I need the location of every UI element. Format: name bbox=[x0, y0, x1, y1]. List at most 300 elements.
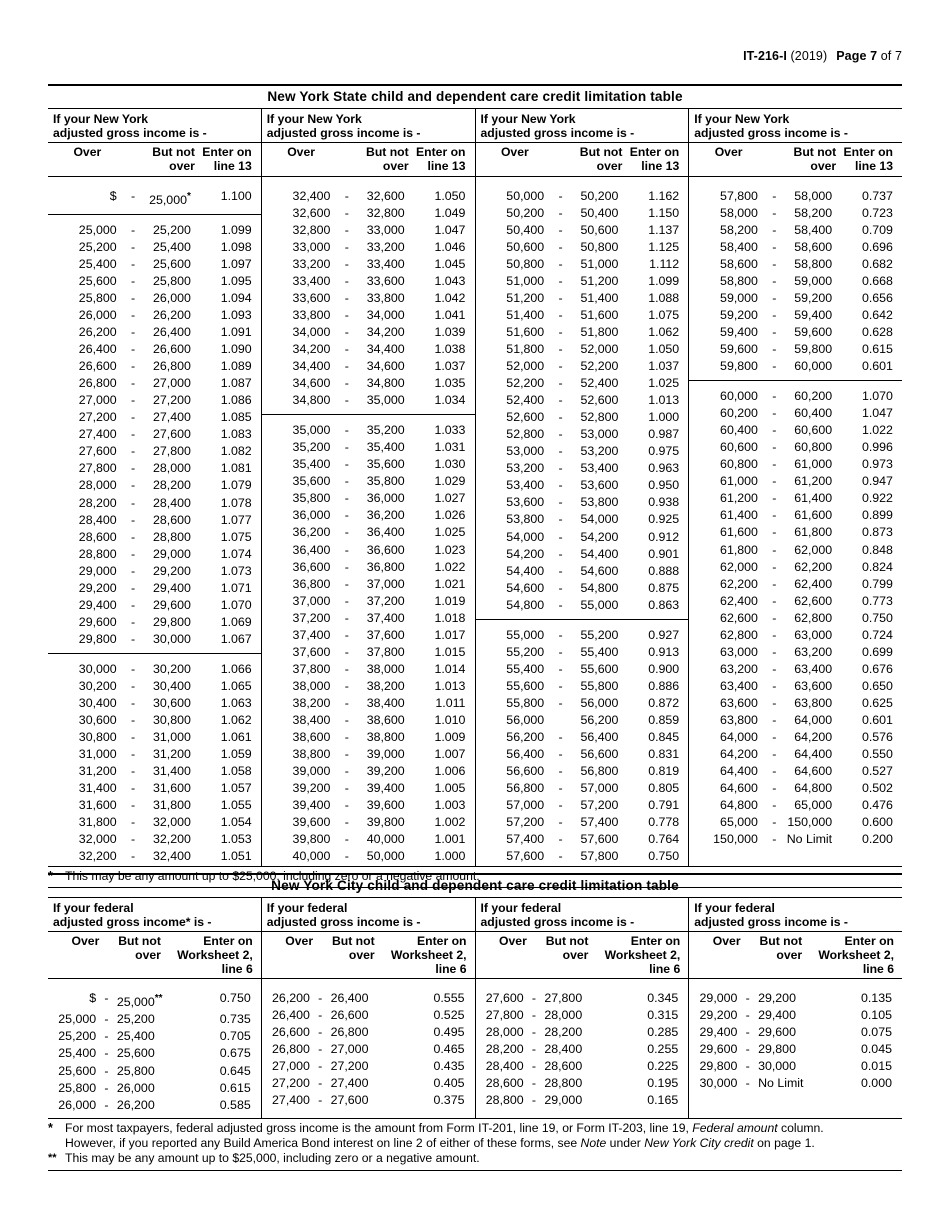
row-over-value: 30,000 bbox=[699, 1076, 738, 1091]
row-range-dash: - bbox=[131, 597, 136, 612]
row-enter-value: 0.200 bbox=[861, 832, 893, 847]
row-but-not-over-value: 31,000 bbox=[152, 730, 191, 745]
row-over-value: 29,400 bbox=[78, 597, 117, 612]
row-enter-value: 1.037 bbox=[434, 359, 466, 374]
row-over-value: 27,000 bbox=[78, 393, 117, 408]
row-over-value: 27,400 bbox=[272, 1093, 310, 1108]
city-table-column-1 bbox=[48, 979, 261, 1117]
row-over-value: 61,000 bbox=[720, 474, 758, 489]
row-range-dash: - bbox=[131, 342, 136, 357]
row-range-dash: - bbox=[131, 781, 136, 796]
city-footnote-1 bbox=[48, 1121, 902, 1136]
row-range-dash: - bbox=[131, 290, 136, 305]
row-range-dash: - bbox=[558, 478, 563, 493]
row-but-not-over-value: 25,400 bbox=[152, 239, 191, 254]
row-range-dash: - bbox=[318, 991, 323, 1006]
row-enter-value: 0.819 bbox=[648, 764, 680, 779]
subheader-but-not-over bbox=[531, 935, 591, 976]
row-enter-value: 1.001 bbox=[434, 832, 466, 847]
row-over-value: 57,600 bbox=[506, 849, 545, 864]
row-over-value: 56,600 bbox=[506, 764, 545, 779]
subheader-but-not-line2: over bbox=[596, 159, 623, 173]
row-over-value: 55,200 bbox=[506, 644, 545, 659]
row-range-dash: - bbox=[745, 1008, 750, 1023]
row-enter-value: 0.615 bbox=[219, 1080, 251, 1095]
row-range-dash: - bbox=[344, 695, 349, 710]
row-range-dash: - bbox=[131, 393, 136, 408]
row-over-value: 61,200 bbox=[720, 491, 758, 506]
row-but-not-over-value: 57,200 bbox=[580, 798, 619, 813]
row-over-value: 25,000 bbox=[58, 1012, 97, 1027]
row-range-dash: - bbox=[104, 1046, 109, 1061]
row-enter-value: 0.723 bbox=[861, 205, 893, 220]
row-enter-value: 0.555 bbox=[433, 991, 465, 1006]
row-but-not-over-value: 62,600 bbox=[794, 593, 833, 608]
row-range-dash: - bbox=[772, 474, 777, 489]
table-row bbox=[476, 644, 689, 661]
row-range-dash: - bbox=[558, 730, 563, 745]
row-range-dash: - bbox=[745, 1059, 750, 1074]
table-row bbox=[262, 1007, 475, 1024]
table-row bbox=[476, 477, 689, 494]
row-but-not-over-value: 58,800 bbox=[794, 256, 833, 271]
state-table-title: New York State child and dependent care credit limitation table bbox=[267, 89, 683, 104]
row-range-dash: - bbox=[745, 1042, 750, 1057]
header-line-1: If your New York bbox=[480, 112, 576, 126]
row-but-not-over-value: 51,400 bbox=[580, 290, 619, 305]
row-but-not-over-value: 36,800 bbox=[366, 559, 405, 574]
row-range-dash: - bbox=[772, 610, 777, 625]
row-but-not-over-value: 35,400 bbox=[366, 440, 405, 455]
row-enter-value: 0.925 bbox=[648, 512, 680, 527]
row-but-not-over-value: 53,600 bbox=[580, 478, 619, 493]
row-over-value: 34,400 bbox=[292, 359, 331, 374]
footnote-star-marker: * bbox=[186, 190, 191, 202]
row-over-value: 55,600 bbox=[506, 678, 545, 693]
row-group bbox=[48, 653, 261, 866]
row-enter-value: 0.675 bbox=[219, 1046, 251, 1061]
row-over-value: 26,000 bbox=[78, 308, 117, 322]
row-over-value: 55,800 bbox=[506, 695, 545, 710]
row-enter-value: 0.642 bbox=[861, 307, 893, 322]
row-over-value: 50,200 bbox=[506, 205, 545, 220]
row-enter-value: 0.696 bbox=[861, 239, 893, 254]
city-footnote-credit-italic: New York City credit bbox=[644, 1136, 754, 1151]
table-row bbox=[48, 746, 261, 763]
row-enter-value: 1.137 bbox=[648, 222, 680, 237]
row-but-not-over-value: 55,200 bbox=[580, 627, 619, 642]
row-over-value: 52,400 bbox=[506, 393, 545, 408]
row-range-dash: - bbox=[104, 991, 109, 1006]
row-but-not-over-value: 63,800 bbox=[794, 695, 833, 710]
row-range-dash: - bbox=[772, 764, 777, 779]
row-range-dash: - bbox=[344, 661, 349, 676]
row-but-not-over-value: 36,200 bbox=[366, 508, 405, 523]
row-but-not-over-value: 26,400 bbox=[152, 325, 191, 340]
row-range-dash: - bbox=[344, 747, 349, 762]
row-enter-value: 0.015 bbox=[860, 1059, 892, 1074]
row-over-value: 39,600 bbox=[292, 815, 331, 830]
row-over-value: 33,600 bbox=[292, 290, 331, 305]
row-but-not-over-value: 50,000 bbox=[366, 849, 405, 864]
row-enter-value: 1.014 bbox=[434, 661, 466, 676]
row-but-not-over-value: No Limit bbox=[758, 1076, 804, 1091]
row-range-dash: - bbox=[344, 474, 349, 489]
row-range-dash: - bbox=[772, 678, 777, 693]
row-over-value: 54,600 bbox=[506, 580, 545, 595]
subheader-but-not-line2: over bbox=[135, 948, 161, 962]
row-enter-value: 1.030 bbox=[434, 457, 466, 472]
footnote-star-marker: ** bbox=[154, 993, 163, 1005]
table-row bbox=[476, 1024, 689, 1041]
row-enter-value: 0.845 bbox=[648, 730, 680, 745]
table-row bbox=[48, 797, 261, 814]
table-row bbox=[262, 307, 475, 324]
row-but-not-over-value: 34,000 bbox=[366, 307, 405, 322]
row-range-dash: - bbox=[772, 542, 777, 557]
row-but-not-over-value: 29,800 bbox=[152, 614, 191, 629]
row-but-not-over-value: 27,800 bbox=[544, 991, 583, 1006]
row-range-dash: - bbox=[772, 307, 777, 322]
state-footnote-text: This may be any amount up to $25,000, including zero or a negative amount. bbox=[65, 868, 480, 883]
table-row bbox=[262, 610, 475, 627]
row-over-value: 55,400 bbox=[506, 661, 545, 676]
row-but-not-over-value: 57,000 bbox=[580, 781, 619, 796]
row-enter-value: 0.375 bbox=[433, 1093, 465, 1108]
table-row bbox=[48, 477, 261, 494]
row-enter-value: 1.000 bbox=[648, 410, 680, 425]
table-row bbox=[476, 797, 689, 814]
table-row bbox=[262, 439, 475, 456]
row-enter-value: 1.049 bbox=[434, 205, 466, 220]
row-enter-value: 0.900 bbox=[648, 661, 680, 676]
table-row bbox=[48, 495, 261, 512]
subheader-but-not-line1: But not bbox=[759, 934, 803, 949]
row-enter-value: 1.013 bbox=[434, 678, 466, 693]
row-range-dash: - bbox=[131, 764, 136, 779]
table-row bbox=[689, 490, 902, 507]
city-table-column-4 bbox=[688, 979, 902, 1117]
row-but-not-over-value: 31,600 bbox=[152, 781, 191, 796]
row-group bbox=[476, 188, 689, 619]
table-row bbox=[262, 576, 475, 593]
row-enter-value: 1.047 bbox=[861, 406, 893, 421]
table-row bbox=[689, 695, 902, 712]
row-but-not-over-value: 25,200 bbox=[116, 1012, 155, 1027]
row-enter-value: 0.435 bbox=[433, 1059, 465, 1074]
row-enter-value: 1.069 bbox=[220, 614, 252, 629]
table-row bbox=[689, 712, 902, 729]
row-enter-value: 0.737 bbox=[861, 188, 893, 203]
row-over-value: 35,800 bbox=[292, 491, 331, 506]
row-over-value: 29,800 bbox=[699, 1059, 738, 1074]
row-enter-value: 0.750 bbox=[219, 991, 251, 1006]
row-range-dash: - bbox=[745, 991, 750, 1006]
row-range-dash: - bbox=[772, 576, 777, 591]
row-enter-value: 1.043 bbox=[434, 273, 466, 288]
row-enter-value: 0.805 bbox=[648, 781, 680, 796]
row-range-dash: - bbox=[772, 273, 777, 288]
row-range-dash: - bbox=[558, 747, 563, 762]
row-enter-value: 1.018 bbox=[434, 610, 466, 625]
row-range-dash: - bbox=[131, 713, 136, 728]
city-subheader-1 bbox=[48, 932, 261, 978]
row-but-not-over-value: 29,800 bbox=[758, 1042, 796, 1057]
row-but-not-over-value: 58,000 bbox=[794, 188, 833, 203]
row-enter-value: 1.022 bbox=[434, 559, 466, 574]
row-enter-value: 1.050 bbox=[648, 342, 680, 357]
row-over-value: 27,800 bbox=[485, 1008, 524, 1023]
row-over-value: 29,200 bbox=[78, 580, 117, 595]
row-over-value: 25,400 bbox=[78, 256, 117, 271]
row-range-dash: - bbox=[344, 525, 349, 540]
table-row bbox=[48, 358, 261, 375]
row-range-dash: - bbox=[318, 1042, 323, 1057]
table-row bbox=[689, 239, 902, 256]
row-over-value: 33,400 bbox=[292, 273, 331, 288]
row-over-value: 51,200 bbox=[506, 290, 545, 305]
row-enter-value: 0.502 bbox=[861, 781, 893, 796]
city-table-block bbox=[48, 873, 902, 1171]
row-over-value: 64,000 bbox=[720, 730, 758, 745]
table-row bbox=[689, 763, 902, 780]
row-enter-value: 1.066 bbox=[220, 661, 252, 676]
subheader-enter-line3: line 6 bbox=[221, 961, 253, 976]
row-over-value: 39,000 bbox=[292, 764, 331, 779]
row-range-dash: - bbox=[772, 457, 777, 472]
column-top-spacer bbox=[48, 979, 261, 990]
row-range-dash: - bbox=[131, 410, 136, 425]
table-row bbox=[262, 542, 475, 559]
row-over-value: 54,200 bbox=[506, 546, 545, 561]
row-over-value: 51,400 bbox=[506, 307, 545, 322]
row-range-dash: - bbox=[344, 491, 349, 506]
row-enter-value: 0.824 bbox=[861, 559, 893, 574]
table-row bbox=[476, 661, 689, 678]
row-but-not-over-value: 28,400 bbox=[544, 1042, 583, 1057]
table-row bbox=[476, 814, 689, 831]
row-over-value: 38,400 bbox=[292, 713, 331, 727]
row-over-value: 51,800 bbox=[506, 342, 545, 357]
row-over-value: 56,800 bbox=[506, 781, 545, 796]
row-over-value: 36,600 bbox=[292, 559, 331, 574]
table-row bbox=[689, 524, 902, 541]
row-but-not-over-value: 56,600 bbox=[580, 747, 619, 762]
row-but-not-over-value: 26,800 bbox=[152, 359, 191, 374]
row-over-value: 30,000 bbox=[78, 661, 117, 676]
row-enter-value: 0.888 bbox=[648, 563, 680, 578]
table-row bbox=[689, 1075, 902, 1092]
row-but-not-over-value: 54,000 bbox=[580, 512, 619, 527]
row-range-dash: - bbox=[131, 325, 136, 340]
table-row bbox=[476, 341, 689, 358]
row-but-not-over-value: 26,200 bbox=[152, 308, 191, 322]
row-enter-value: 0.465 bbox=[433, 1042, 465, 1057]
row-enter-value: 1.017 bbox=[434, 627, 466, 642]
table-row bbox=[689, 542, 902, 559]
table-row bbox=[48, 631, 261, 648]
row-range-dash: - bbox=[772, 222, 777, 237]
row-enter-value: 0.922 bbox=[861, 491, 893, 506]
table-row bbox=[48, 1080, 261, 1097]
table-row bbox=[476, 695, 689, 712]
row-range-dash: - bbox=[131, 188, 136, 203]
table-row bbox=[48, 614, 261, 631]
table-row bbox=[689, 1058, 902, 1075]
table-row bbox=[476, 409, 689, 426]
row-enter-value: 1.067 bbox=[220, 631, 252, 646]
row-enter-value: 0.975 bbox=[648, 444, 680, 459]
subheader-over: Over bbox=[73, 145, 102, 160]
row-range-dash: - bbox=[558, 563, 563, 578]
row-range-dash: - bbox=[344, 542, 349, 557]
table-row bbox=[48, 239, 261, 256]
row-enter-value: 1.013 bbox=[648, 393, 680, 408]
row-over-value: 30,200 bbox=[78, 678, 117, 693]
column-top-spacer bbox=[689, 979, 902, 990]
row-but-not-over-value: 54,600 bbox=[580, 563, 619, 578]
row-over-value: 62,800 bbox=[720, 627, 758, 642]
row-but-not-over-value: 31,400 bbox=[152, 764, 191, 779]
row-but-not-over-value: 50,800 bbox=[580, 239, 619, 254]
row-but-not-over-value: 62,000 bbox=[794, 542, 833, 557]
row-over-value: 63,200 bbox=[720, 661, 758, 676]
row-but-not-over-value: 30,000 bbox=[758, 1059, 796, 1074]
row-range-dash: - bbox=[558, 307, 563, 322]
row-over-value: 38,600 bbox=[292, 730, 331, 745]
table-row bbox=[48, 831, 261, 848]
table-row bbox=[48, 375, 261, 392]
table-row bbox=[689, 814, 902, 831]
row-but-not-over-value: 37,600 bbox=[366, 627, 405, 642]
row-enter-value: 1.098 bbox=[220, 239, 252, 254]
table-row bbox=[476, 990, 689, 1007]
row-range-dash: - bbox=[772, 798, 777, 813]
table-row bbox=[476, 460, 689, 477]
table-row bbox=[476, 494, 689, 511]
row-enter-value: 0.699 bbox=[861, 644, 893, 659]
row-enter-value: 1.112 bbox=[649, 256, 680, 271]
row-enter-value: 1.095 bbox=[220, 273, 252, 288]
row-over-value: 25,400 bbox=[58, 1046, 97, 1061]
row-range-dash: - bbox=[772, 730, 777, 745]
row-but-not-over-value: 33,400 bbox=[366, 256, 405, 271]
row-over-value: 62,200 bbox=[720, 576, 758, 591]
state-subheader-3 bbox=[475, 143, 689, 175]
row-over-value: 51,000 bbox=[506, 273, 545, 288]
table-row bbox=[262, 746, 475, 763]
row-enter-value: 1.075 bbox=[220, 529, 252, 544]
row-but-not-over-value: 27,200 bbox=[152, 393, 191, 408]
row-over-value: 28,200 bbox=[78, 495, 117, 510]
row-enter-value: 0.950 bbox=[648, 478, 680, 493]
row-enter-value: 1.085 bbox=[220, 410, 252, 425]
state-table-body bbox=[48, 176, 902, 866]
state-table-column-4 bbox=[688, 177, 902, 866]
row-enter-value: 1.022 bbox=[861, 423, 893, 438]
row-enter-value: 1.035 bbox=[434, 376, 466, 391]
row-enter-value: 0.735 bbox=[219, 1012, 251, 1027]
row-enter-value: 1.078 bbox=[220, 495, 252, 510]
row-range-dash: - bbox=[558, 188, 563, 203]
city-footnote-1-mark: * bbox=[48, 1120, 53, 1135]
subheader-but-not-over bbox=[103, 935, 163, 976]
row-enter-value: 0.656 bbox=[861, 290, 893, 305]
state-table-column-3 bbox=[475, 177, 689, 866]
city-column-header-3 bbox=[475, 898, 689, 931]
row-range-dash: - bbox=[344, 610, 349, 625]
table-row bbox=[262, 848, 475, 865]
row-but-not-over-value: 39,000 bbox=[366, 747, 405, 762]
subheader-but-not-over bbox=[768, 146, 838, 173]
row-but-not-over-value: 57,600 bbox=[580, 832, 619, 847]
column-bottom-spacer bbox=[48, 1114, 261, 1118]
subheader-but-not-line2: over bbox=[382, 159, 409, 173]
row-enter-value: 1.025 bbox=[434, 525, 466, 540]
row-but-not-over-value: 54,800 bbox=[580, 580, 619, 595]
row-enter-value: 1.097 bbox=[220, 256, 252, 271]
row-but-not-over-value: 62,800 bbox=[794, 610, 833, 625]
row-but-not-over-value: 57,400 bbox=[580, 815, 619, 830]
row-group bbox=[262, 188, 475, 415]
row-over-value: 62,400 bbox=[720, 593, 758, 608]
row-enter-value: 1.162 bbox=[648, 188, 680, 203]
row-but-not-over-value: 29,600 bbox=[758, 1025, 796, 1040]
table-row bbox=[689, 576, 902, 593]
row-over-value: 63,000 bbox=[720, 644, 758, 659]
table-row bbox=[476, 831, 689, 848]
city-footnote-1-italic: Federal amount bbox=[692, 1120, 778, 1135]
subheader-but-not-over bbox=[317, 935, 377, 976]
row-enter-value: 0.550 bbox=[861, 747, 893, 762]
row-range-dash: - bbox=[344, 188, 349, 203]
row-over-value: 25,200 bbox=[58, 1029, 97, 1044]
table-row bbox=[689, 990, 902, 1007]
row-enter-value: 1.046 bbox=[434, 239, 466, 254]
row-but-not-over-value: 28,000 bbox=[152, 461, 191, 476]
row-enter-value: 1.009 bbox=[434, 730, 466, 745]
row-over-value: 29,000 bbox=[699, 991, 738, 1006]
row-range-dash: - bbox=[344, 713, 349, 727]
state-table-column-2 bbox=[261, 177, 475, 866]
row-range-dash: - bbox=[772, 747, 777, 762]
row-range-dash: - bbox=[344, 678, 349, 693]
row-enter-value: 0.799 bbox=[861, 576, 893, 591]
table-row bbox=[262, 222, 475, 239]
row-over-value: 58,400 bbox=[720, 239, 758, 254]
row-enter-value: 1.073 bbox=[220, 563, 252, 578]
row-over-value: 34,800 bbox=[292, 393, 331, 408]
row-over-value: 50,400 bbox=[506, 222, 545, 237]
table-row bbox=[48, 814, 261, 831]
table-row bbox=[689, 610, 902, 627]
row-but-not-over-value: 26,600 bbox=[330, 1008, 369, 1023]
row-over-value: 39,400 bbox=[292, 798, 331, 813]
row-over-value: 64,200 bbox=[720, 747, 758, 762]
table-row bbox=[476, 1075, 689, 1092]
table-row bbox=[48, 1028, 261, 1045]
row-but-not-over-value: 63,400 bbox=[794, 661, 833, 676]
row-range-dash: - bbox=[131, 222, 136, 237]
row-enter-value: 0.863 bbox=[648, 597, 680, 612]
row-but-not-over-value: 29,000 bbox=[544, 1093, 583, 1108]
table-row bbox=[262, 814, 475, 831]
row-range-dash: - bbox=[772, 695, 777, 710]
state-table-subheader-band bbox=[48, 142, 902, 175]
table-row bbox=[689, 559, 902, 576]
row-enter-value: 1.006 bbox=[434, 764, 466, 779]
table-row bbox=[262, 341, 475, 358]
